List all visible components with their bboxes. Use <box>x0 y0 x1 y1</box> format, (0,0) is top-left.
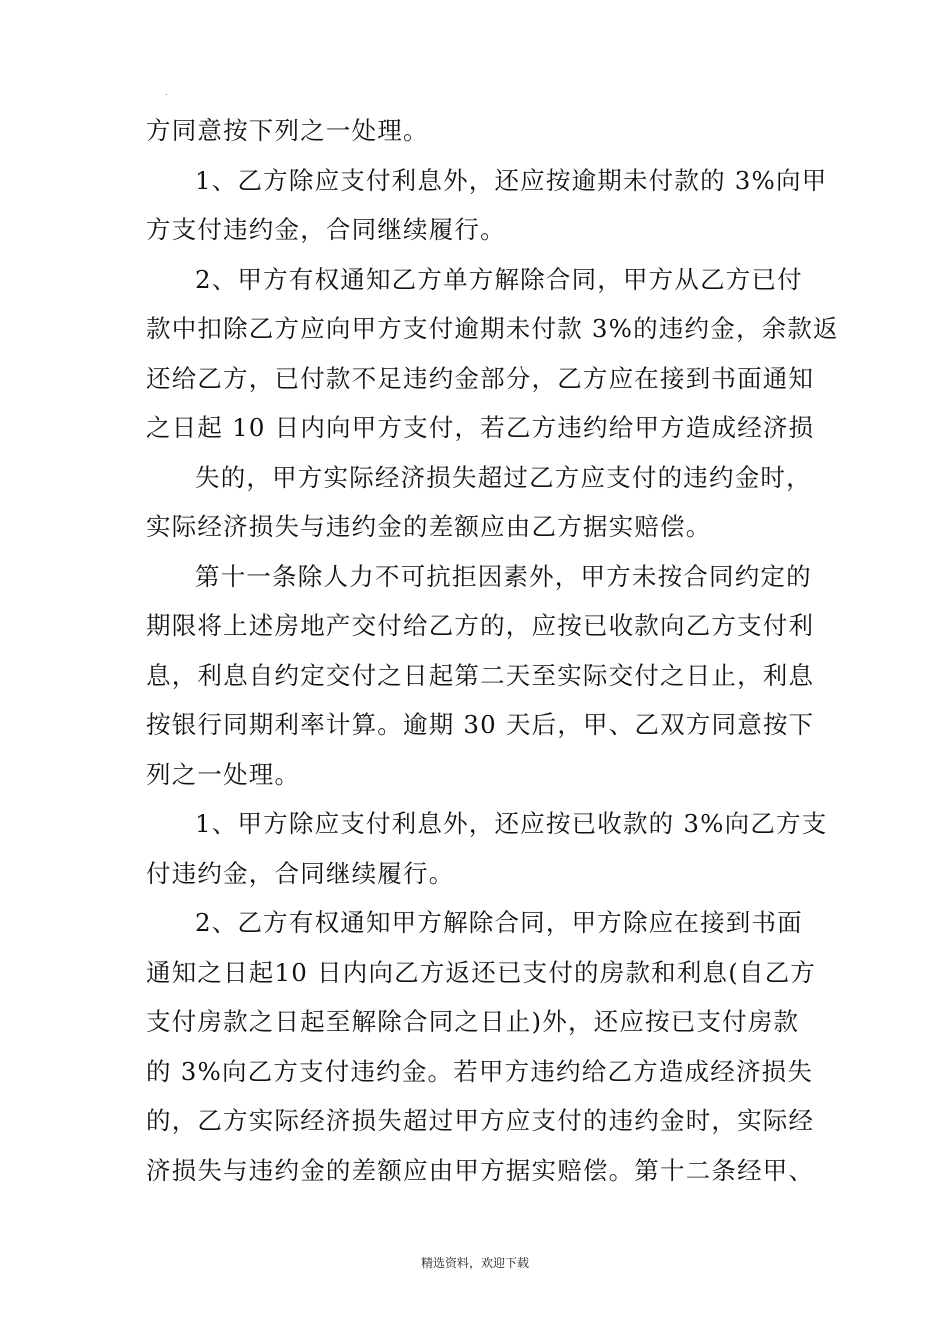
page-footer: 精选资料，欢迎下载 <box>420 1256 529 1270</box>
text-line: 实际经济损失与违约金的差额应由乙方据实赔偿。 <box>146 512 712 541</box>
text-line: 第十一条除人力不可抗拒因素外，甲方未按合同约定的 <box>195 561 812 591</box>
text-line: 的，乙方实际经济损失超过甲方应支付的违约金时，实际经 <box>146 1106 815 1135</box>
document-body <box>146 106 839 1195</box>
text-line: 按银行同期利率计算。逾期 30 天后，甲、乙双方同意按下 <box>146 710 815 739</box>
text-line: 失的，甲方实际经济损失超过乙方应支付的违约金时， <box>195 462 812 492</box>
text-line: 济损失与违约金的差额应由甲方据实赔偿。第十二条经甲、 <box>146 1155 815 1185</box>
text-line: 通知之日起10 日内向乙方返还已支付的房款和利息(自乙方 <box>146 957 817 987</box>
text-line: 付违约金，合同继续履行。 <box>146 858 455 888</box>
text-line: 还给乙方，已付款不足违约金部分，乙方应在接到书面通知 <box>146 363 815 393</box>
text-line: 方同意按下列之一处理。 <box>146 116 429 145</box>
text-line: 之日起 10 日内向甲方支付，若乙方违约给甲方造成经济损 <box>146 413 815 442</box>
text-line: 款中扣除乙方应向甲方支付逾期未付款 3%的违约金，余款返 <box>146 314 839 343</box>
text-line: 1、甲方除应支付利息外，还应按已收款的 3%向乙方支 <box>195 809 828 838</box>
corner-mark: . <box>165 88 168 97</box>
text-line: 方支付违约金，合同继续履行。 <box>146 215 506 244</box>
text-line: 的 3%向乙方支付违约金。若甲方违约给乙方造成经济损失 <box>146 1056 814 1086</box>
text-line: 1、乙方除应支付利息外，还应按逾期未付款的 3%向甲 <box>195 165 828 195</box>
text-line: 2、甲方有权通知乙方单方解除合同，甲方从乙方已付 <box>195 264 803 294</box>
text-line: 期限将上述房地产交付给乙方的，应按已收款向乙方支付利 <box>146 611 815 640</box>
text-line: 列之一处理。 <box>146 759 301 789</box>
text-line: 2、乙方有权通知甲方解除合同，甲方除应在接到书面 <box>195 908 803 937</box>
text-line: 息，利息自约定交付之日起第二天至实际交付之日止，利息 <box>146 660 815 690</box>
text-line: 支付房款之日起至解除合同之日止)外，还应按已支付房款 <box>146 1007 800 1036</box>
